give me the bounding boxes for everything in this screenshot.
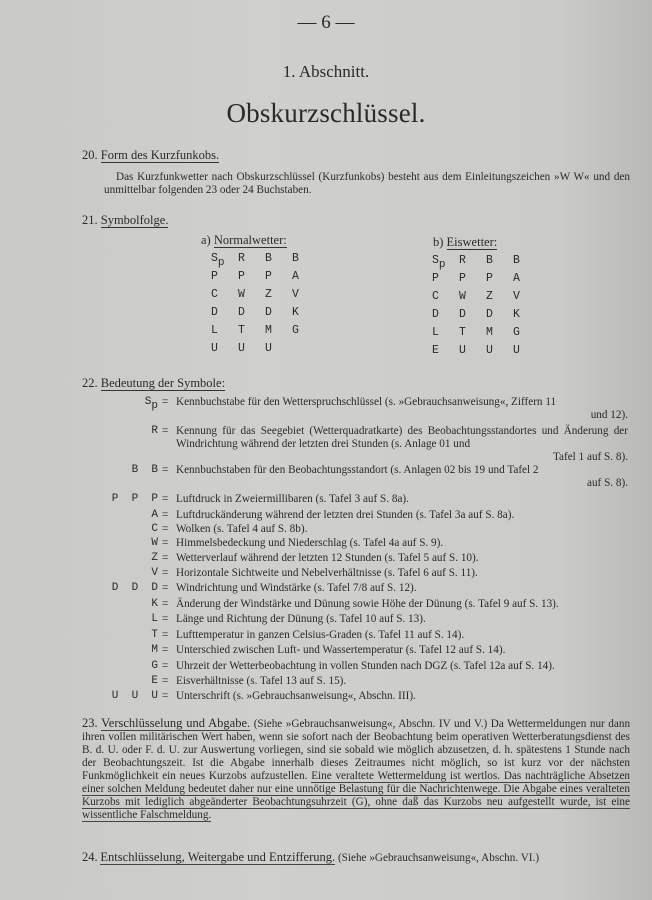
symbol-cell: U: [513, 344, 520, 357]
equals-sign: =: [162, 675, 169, 687]
symbol-cell: V: [513, 290, 520, 303]
symbol-code: W: [151, 537, 158, 549]
eiswetter-label: [433, 235, 497, 250]
page-title: Obskurzschlüssel.: [226, 98, 426, 128]
symbol-cell: C: [211, 288, 218, 301]
section-20-text: Das Kurzfunkwetter nach Obskurzschlüssel (Kurzfunkobs) besteht aus dem Einleitungszeichen »W W« und den unmittelbar folgenden 23 oder 24 Buchstaben.: [104, 171, 630, 196]
symbol-cell: W: [238, 288, 245, 301]
section-title: Form des Kurzfunkobs.: [100, 148, 220, 162]
symbol-code: R: [151, 425, 158, 437]
symbol-cell: Z: [486, 290, 493, 303]
symbol-code: P P P: [111, 493, 158, 505]
symbol-cell: T: [459, 326, 466, 339]
equals-sign: =: [162, 425, 169, 437]
normalwetter-symbol-grid: [211, 251, 319, 357]
section-title: Symbolfolge.: [100, 213, 169, 227]
symbol-meaning: Uhrzeit der Wetterbeobachtung in vollen Stunden nach DGZ (s. Tafel 12a auf S. 14).: [176, 660, 555, 672]
equals-sign: =: [162, 493, 169, 505]
section-title: Bedeutung der Symbole:: [100, 376, 226, 390]
symbol-cell: [292, 341, 319, 357]
equals-sign: =: [162, 613, 169, 625]
symbol-cell: U: [459, 344, 466, 357]
symbol-cell: C: [432, 290, 439, 303]
symbol-cell: Z: [265, 288, 272, 301]
symbol-cell: A: [513, 272, 520, 285]
symbol-code: L: [151, 613, 158, 625]
equals-sign: =: [162, 629, 169, 641]
section-21-heading: [82, 213, 168, 228]
section-title: Entschlüsselung, Weitergabe und Entzifferung.: [100, 850, 336, 864]
page-number: — 6 —: [297, 12, 355, 33]
symbol-code: D D D: [111, 582, 158, 594]
symbol-cell: W: [459, 290, 466, 303]
symbol-meaning: Kennbuchstaben für den Beobachtungsstandort (s. Anlagen 02 bis 19 und Tafel 2 auf S. 8).: [176, 464, 628, 489]
section-number: 22.: [82, 376, 98, 390]
symbol-code: V: [151, 567, 158, 579]
equals-sign: =: [162, 537, 169, 549]
symbol-meaning: Wetterverlauf während der letzten 12 Stunden (s. Tafel 5 auf S. 10).: [176, 552, 479, 564]
symbol-cell: D: [265, 306, 272, 319]
label-text: Normalwetter:: [213, 233, 287, 247]
symbol-cell: D: [211, 306, 218, 319]
symbol-cell: M: [265, 324, 272, 337]
symbol-meaning: Kennbuchstabe für den Wetterspruchschlüssel (s. »Gebrauchsanweisung«, Ziffern 11 und 12).: [176, 396, 628, 421]
symbol-cell: P: [459, 272, 466, 285]
symbol-meaning-tail: auf S. 8).: [586, 477, 628, 489]
section-heading: 1. Abschnitt.: [282, 62, 370, 81]
symbol-cell: U: [211, 342, 218, 355]
symbol-cell: K: [292, 306, 299, 319]
equals-sign: =: [162, 598, 169, 610]
symbol-cell: P: [486, 272, 493, 285]
section-23: [82, 717, 630, 822]
symbol-cell: R: [459, 254, 466, 267]
symbol-cell: $S_p$: [211, 252, 225, 269]
symbol-meaning: Unterschied zwischen Luft- und Wassertemperatur (s. Tafel 12 auf S. 14).: [176, 644, 506, 656]
symbol-code: U U U: [111, 690, 158, 702]
section-24: [82, 851, 630, 865]
symbol-code: K: [151, 598, 158, 610]
symbol-cell: R: [238, 252, 245, 265]
equals-sign: =: [162, 567, 169, 579]
symbol-cell: P: [432, 272, 439, 285]
section-20-heading: [82, 148, 219, 163]
symbol-cell: D: [486, 308, 493, 321]
normalwetter-label: [201, 233, 287, 248]
equals-sign: =: [162, 644, 169, 656]
symbol-cell: B: [265, 252, 272, 265]
symbol-cell: P: [238, 270, 245, 283]
section-title: Verschlüsselung und Abgabe.: [101, 716, 251, 730]
symbol-code: M: [151, 644, 158, 656]
symbol-cell: G: [513, 326, 520, 339]
section-24-text: (Siehe »Gebrauchsanweisung«, Abschn. VI.): [337, 852, 540, 864]
eiswetter-symbol-grid: [432, 253, 540, 359]
symbol-cell: B: [486, 254, 493, 267]
symbol-cell: K: [513, 308, 520, 321]
section-number: 24.: [82, 850, 98, 864]
equals-sign: =: [162, 523, 169, 535]
symbol-cell: A: [292, 270, 299, 283]
symbol-cell: U: [265, 342, 272, 355]
symbol-cell: $S_p$: [432, 254, 446, 271]
symbol-cell: E: [432, 344, 439, 357]
section-number: 21.: [82, 213, 98, 227]
symbol-meaning: Eisverhältnisse (s. Tafel 13 auf S. 15).: [176, 675, 347, 687]
symbol-code: G: [151, 660, 158, 672]
symbol-code: C: [151, 523, 158, 535]
symbol-cell: P: [265, 270, 272, 283]
symbol-code: E: [151, 675, 158, 687]
symbol-meaning: Länge und Richtung der Dünung (s. Tafel 10 auf S. 13).: [176, 613, 426, 625]
equals-sign: =: [162, 509, 169, 521]
symbol-cell: L: [211, 324, 218, 337]
label-text: Eiswetter:: [446, 235, 498, 249]
symbol-code: B B: [131, 464, 158, 476]
symbol-meaning: Wolken (s. Tafel 4 auf S. 8b).: [176, 523, 308, 535]
symbol-code: T: [151, 629, 158, 641]
label-prefix: a): [201, 233, 211, 247]
equals-sign: =: [162, 582, 169, 594]
symbol-cell: D: [459, 308, 466, 321]
symbol-code: $S_p$: [144, 396, 158, 412]
symbol-meaning: Unterschrift (s. »Gebrauchsanweisung«, Abschn. III).: [176, 690, 416, 702]
symbol-meaning: Kennung für das Seegebiet (Wetterquadratkarte) des Beobachtungsstandortes und Änderung der Windrichtung während der letzten drei Stunden (s. Anlage 01 und Tafel 1 auf S. 8).: [176, 425, 628, 463]
symbol-meaning: Horizontale Sichtweite und Nebelverhältnisse (s. Tafel 6 auf S. 11).: [176, 567, 478, 579]
symbol-cell: D: [238, 306, 245, 319]
section-22-heading: [82, 376, 225, 391]
symbol-cell: B: [513, 254, 520, 267]
symbol-cell: M: [486, 326, 493, 339]
symbol-meaning: Himmelsbedeckung und Niederschlag (s. Tafel 4a auf S. 9).: [176, 537, 444, 549]
symbol-meaning-tail: Tafel 1 auf S. 8).: [552, 451, 628, 463]
equals-sign: =: [162, 396, 169, 408]
equals-sign: =: [162, 660, 169, 672]
symbol-cell: B: [292, 252, 299, 265]
equals-sign: =: [162, 464, 169, 476]
label-prefix: b): [433, 235, 444, 249]
symbol-meaning: Windrichtung und Windstärke (s. Tafel 7/8 auf S. 12).: [176, 582, 417, 594]
symbol-cell: L: [432, 326, 439, 339]
section-number: 23.: [82, 716, 98, 730]
symbol-meaning: Änderung der Windstärke und Dünung sowie Höhe der Dünung (s. Tafel 9 auf S. 13).: [176, 598, 559, 610]
symbol-cell: T: [238, 324, 245, 337]
equals-sign: =: [162, 552, 169, 564]
section-23-emphasis: Eine veraltete Wettermeldung ist wertlos. Das nachträgliche Absetzen einer solchen Meldung bedeutet daher nur eine unnötige Belastung für die Nachrichtenwege. Die Abgabe eines veralteten Kurzobs mit lediglich abgeänderter Beobachtungsuhrzeit (G), ohne daß das Kurzobs neu aufgestellt wurde, ist eine wissentliche Falschmeldung.: [82, 770, 631, 821]
section-23-text: (Siehe »Gebrauchsanweisung«, Abschn. IV und V.) Da Wettermeldungen nur dann ihren vollen militärischen Wert haben, wenn sie sofort nach der Beobachtung beim operativen Wetterberatungsdienst des B. d. U. oder F. d. U. zur Auswertung vorliegen, sind sie sobald wie möglich abzusetzen, d. h. spätestens 1 Stunde nach der Beobachtungszeit. Ist die Abgabe innerhalb dieses Zeitraumes nicht möglich, so ist kurz vor der nächsten Funkmöglichkeit ein neues Kurzobs aufzustellen.: [82, 718, 631, 782]
equals-sign: =: [162, 690, 169, 702]
symbol-meaning: Lufttemperatur in ganzen Celsius-Graden (s. Tafel 11 auf S. 14).: [176, 629, 465, 641]
symbol-cell: G: [292, 324, 299, 337]
section-number: 20.: [82, 148, 98, 162]
symbol-code: A: [151, 509, 158, 521]
symbol-code: Z: [151, 552, 158, 564]
symbol-cell: V: [292, 288, 299, 301]
symbol-cell: U: [486, 344, 493, 357]
symbol-cell: P: [211, 270, 218, 283]
symbol-meaning: Luftdruck in Zweiermillibaren (s. Tafel 3 auf S. 8a).: [176, 493, 409, 505]
symbol-meaning: Luftdruckänderung während der letzten drei Stunden (s. Tafel 3a auf S. 8a).: [176, 509, 515, 521]
symbol-meaning-tail: und 12).: [590, 409, 628, 421]
symbol-cell: D: [432, 308, 439, 321]
symbol-cell: U: [238, 342, 245, 355]
